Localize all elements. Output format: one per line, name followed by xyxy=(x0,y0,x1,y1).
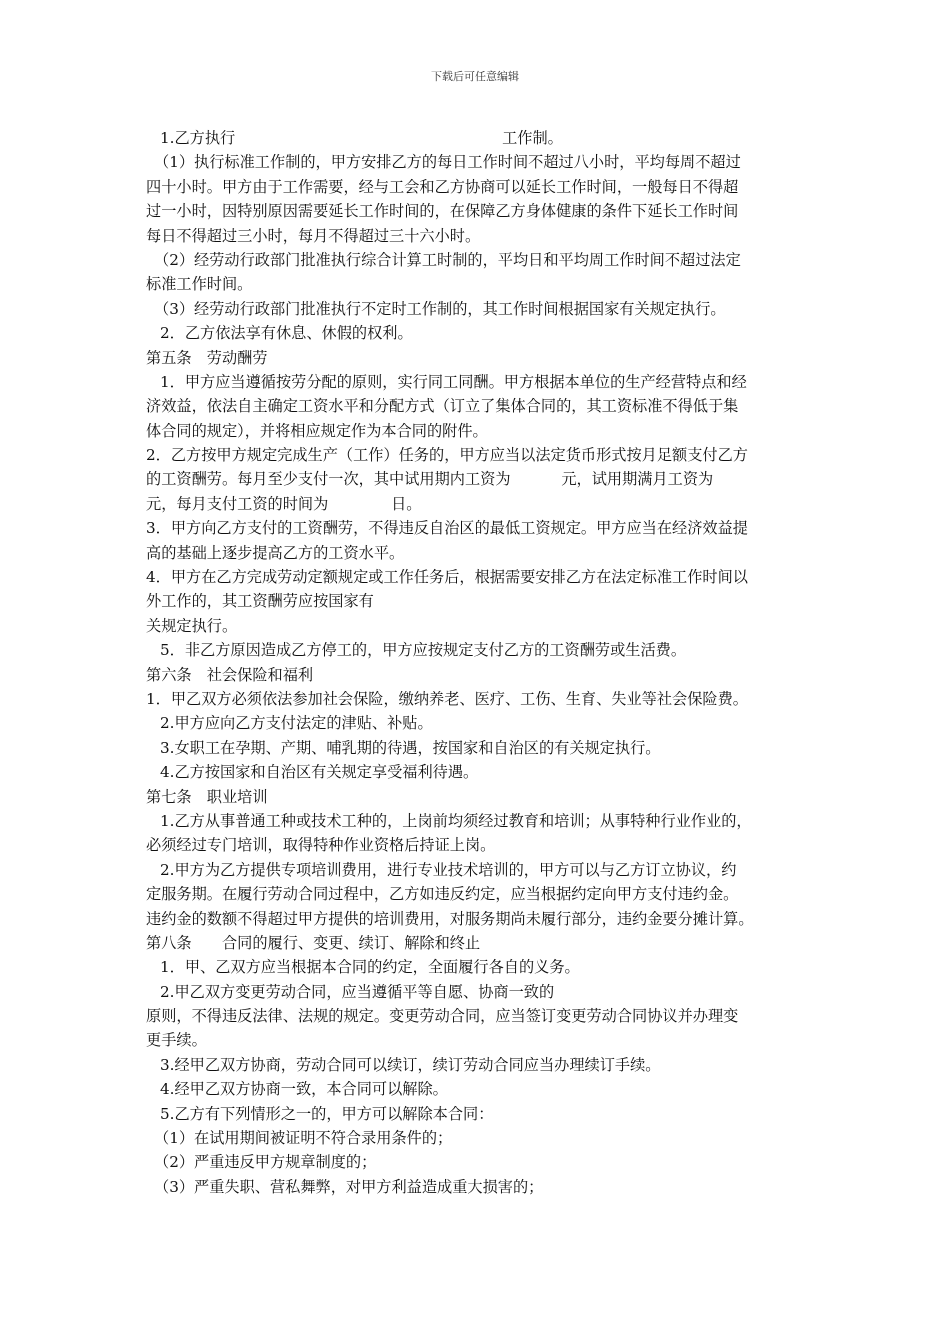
paragraph-line xyxy=(146,419,822,443)
paragraph-line xyxy=(146,565,822,589)
paragraph-line xyxy=(146,687,822,711)
line-text-continued: 元，试用期满月工资为 xyxy=(561,470,714,489)
paragraph-line xyxy=(146,126,822,150)
line-text: 2.甲方为乙方提供专项培训费用，进行专业技术培训的，甲方可以与乙方订立协议，约 xyxy=(160,860,737,879)
paragraph-line xyxy=(146,150,822,174)
line-text: 四十小时。甲方由于工作需要，经与工会和乙方协商可以延长工作时间，一般每日不得超 xyxy=(146,177,739,196)
line-text: 第七条 职业培训 xyxy=(146,787,268,806)
line-text: 第八条 合同的履行、变更、续订、解除和终止 xyxy=(146,933,481,952)
line-text: 5．非乙方原因造成乙方停工的，甲方应按规定支付乙方的工资酬劳或生活费。 xyxy=(160,641,687,660)
contract-body xyxy=(146,126,822,1199)
paragraph-line xyxy=(146,882,822,906)
paragraph-line xyxy=(146,638,822,662)
line-text: 原则，不得违反法律、法规的规定。变更劳动合同，应当签订变更劳动合同协议并办理变 xyxy=(146,1007,739,1026)
paragraph-line xyxy=(146,321,822,345)
paragraph-line xyxy=(146,1102,822,1126)
line-text: 2.甲乙双方变更劳动合同，应当遵循平等自愿、协商一致的 xyxy=(160,982,555,1001)
paragraph-line xyxy=(146,1053,822,1077)
paragraph-line xyxy=(146,833,822,857)
page-header: 下载后可任意编辑 xyxy=(431,70,519,83)
line-text: 定服务期。在履行劳动合同过程中，乙方如违反约定，应当根据约定向甲方支付违约金。 xyxy=(146,885,739,904)
paragraph-line xyxy=(146,175,822,199)
line-text: （3）经劳动行政部门批准执行不定时工作制的，其工作时间根据国家有关规定执行。 xyxy=(154,299,726,318)
paragraph-line xyxy=(146,1175,822,1199)
paragraph-line xyxy=(146,736,822,760)
paragraph-line xyxy=(146,980,822,1004)
paragraph-line xyxy=(146,541,822,565)
paragraph-line xyxy=(146,663,822,687)
line-text: 1．甲方应当遵循按劳分配的原则，实行同工同酬。甲方根据本单位的生产经营特点和经 xyxy=(160,372,747,391)
line-text: 2．乙方按甲方规定完成生产（工作）任务的，甲方应当以法定货币形式按月足额支付乙方 xyxy=(146,446,748,465)
line-text: 高的基础上逐步提高乙方的工资水平。 xyxy=(146,543,405,562)
paragraph-line xyxy=(146,858,822,882)
paragraph-line xyxy=(146,272,822,296)
line-text: （1）在试用期间被证明不符合录用条件的； xyxy=(154,1129,453,1148)
paragraph-line xyxy=(146,589,822,613)
paragraph-line xyxy=(146,955,822,979)
line-text: 必须经过专门培训，取得特种作业资格后持证上岗。 xyxy=(146,836,496,855)
line-text-continued: 日。 xyxy=(391,494,422,513)
paragraph-line xyxy=(146,760,822,784)
paragraph-line xyxy=(146,467,822,491)
paragraph-line xyxy=(146,1150,822,1174)
line-text: 2．乙方依法享有休息、休假的权利。 xyxy=(160,324,413,343)
line-text: 4.乙方按国家和自治区有关规定享受福利待遇。 xyxy=(160,763,479,782)
line-text: 体合同的规定），并将相应规定作为本合同的附件。 xyxy=(146,421,488,440)
line-text: 标准工作时间。 xyxy=(146,275,253,294)
paragraph-line xyxy=(146,1126,822,1150)
line-text: 济效益，依法自主确定工资水平和分配方式（订立了集体合同的，其工资标准不得低于集 xyxy=(146,397,739,416)
line-text: 每日不得超过三小时，每月不得超过三十六小时。 xyxy=(146,226,481,245)
line-text: 2.甲方应向乙方支付法定的津贴、补贴。 xyxy=(160,714,433,733)
line-text: 违约金的数额不得超过甲方提供的培训费用，对服务期尚未履行部分，违约金要分摊计算。 xyxy=(146,909,754,928)
line-text: 第五条 劳动酬劳 xyxy=(146,348,268,367)
line-text: 1.乙方从事普通工种或技术工种的，上岗前均须经过教育和培训；从事特种行业作业的， xyxy=(160,811,752,830)
line-text: 4.经甲乙双方协商一致，本合同可以解除。 xyxy=(160,1080,448,1099)
line-text: 1．甲乙双方必须依法参加社会保险，缴纳养老、医疗、工伤、生育、失业等社会保险费。 xyxy=(146,689,748,708)
paragraph-line xyxy=(146,931,822,955)
paragraph-line xyxy=(146,785,822,809)
line-text-continued: 工作制。 xyxy=(502,129,563,147)
paragraph-line xyxy=(146,516,822,540)
line-text: （2）严重违反甲方规章制度的； xyxy=(154,1153,377,1172)
paragraph-line xyxy=(146,1004,822,1028)
paragraph-line xyxy=(146,199,822,223)
paragraph-line xyxy=(146,711,822,735)
paragraph-line xyxy=(146,443,822,467)
line-text: 外工作的，其工资酬劳应按国家有 xyxy=(146,592,374,611)
paragraph-line xyxy=(146,1077,822,1101)
paragraph-line xyxy=(146,248,822,272)
paragraph-line xyxy=(146,224,822,248)
line-text: 元，每月支付工资的时间为 xyxy=(146,494,334,513)
line-text: 更手续。 xyxy=(146,1031,207,1050)
paragraph-line xyxy=(146,809,822,833)
line-text: 3.女职工在孕期、产期、哺乳期的待遇，按国家和自治区的有关规定执行。 xyxy=(160,738,661,757)
line-text: （1）执行标准工作制的，甲方安排乙方的每日工作时间不超过八小时，平均每周不超过 xyxy=(154,153,741,172)
paragraph-line xyxy=(146,907,822,931)
line-text: 3．甲方向乙方支付的工资酬劳，不得违反自治区的最低工资规定。甲方应当在经济效益提 xyxy=(146,519,748,538)
paragraph-line xyxy=(146,370,822,394)
paragraph-line xyxy=(146,614,822,638)
paragraph-line xyxy=(146,346,822,370)
line-text: 过一小时，因特别原因需要延长工作时间的，在保障乙方身体健康的条件下延长工作时间 xyxy=(146,202,739,221)
line-text: （2）经劳动行政部门批准执行综合计算工时制的，平均日和平均周工作时间不超过法定 xyxy=(154,250,741,269)
paragraph-line xyxy=(146,394,822,418)
line-text: 4．甲方在乙方完成劳动定额规定或工作任务后，根据需要安排乙方在法定标准工作时间以 xyxy=(146,568,748,587)
paragraph-line xyxy=(146,1028,822,1052)
line-text: 1.乙方执行 xyxy=(160,129,241,147)
paragraph-line xyxy=(146,492,822,516)
line-text: 5.乙方有下列情形之一的，甲方可以解除本合同： xyxy=(160,1104,494,1123)
line-text: 1．甲、乙双方应当根据本合同的约定，全面履行各自的义务。 xyxy=(160,958,580,977)
line-text: 的工资酬劳。每月至少支付一次，其中试用期内工资为 xyxy=(146,470,516,489)
line-text: 关规定执行。 xyxy=(146,616,238,635)
line-text: 第六条 社会保险和福利 xyxy=(146,665,314,684)
paragraph-line xyxy=(146,297,822,321)
line-text: 3.经甲乙双方协商，劳动合同可以续订，续订劳动合同应当办理续订手续。 xyxy=(160,1055,661,1074)
line-text: （3）严重失职、营私舞弊，对甲方利益造成重大损害的； xyxy=(154,1177,544,1196)
